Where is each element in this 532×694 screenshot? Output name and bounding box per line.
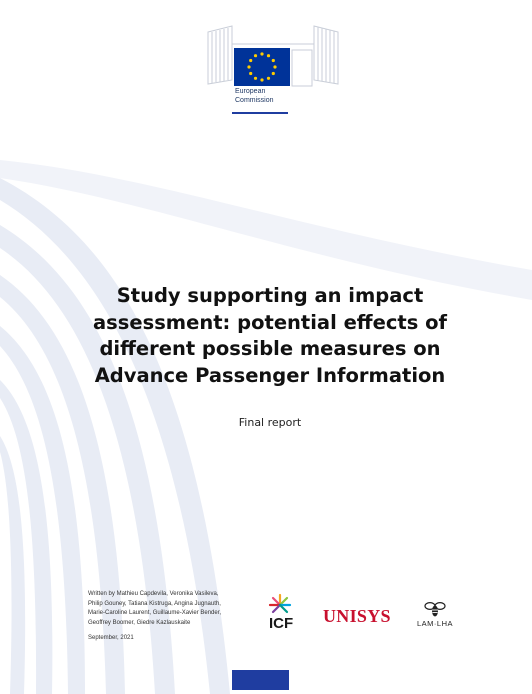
document-subtitle: Final report (238, 416, 302, 429)
logo-line-2: Commission (235, 97, 274, 104)
unisys-logo: UNISYS (323, 606, 391, 626)
european-commission-label (235, 87, 274, 105)
bee-icon (424, 600, 446, 618)
author-line: Philip Gouney, Tatiana Kistruga, Angina Jugnauth, (88, 600, 221, 607)
publication-date: September, 2021 (88, 635, 134, 641)
author-credits (88, 590, 248, 628)
author-line: Marie-Caroline Laurent, Guillaume-Xavier Bender, (88, 610, 222, 617)
logo-underline (232, 112, 288, 114)
logo-line-1: European (235, 88, 266, 95)
author-line: Geoffrey Boomer, Giedre Kazlauskaite (88, 619, 191, 626)
author-line: Written by Mathieu Capdevila, Veronika Vasileva, (88, 591, 219, 597)
footer-blue-bar (232, 670, 289, 690)
icf-burst-icon (262, 591, 314, 631)
lamlha-wordmark: LAM·LHA (416, 619, 453, 628)
document-title: Study supporting an impact assessment: potential effects of different possible measures on Advance Passenger Information (93, 284, 447, 387)
icf-wordmark: ICF (269, 615, 294, 631)
icf-logo (262, 591, 314, 631)
lamlha-logo (411, 600, 459, 634)
